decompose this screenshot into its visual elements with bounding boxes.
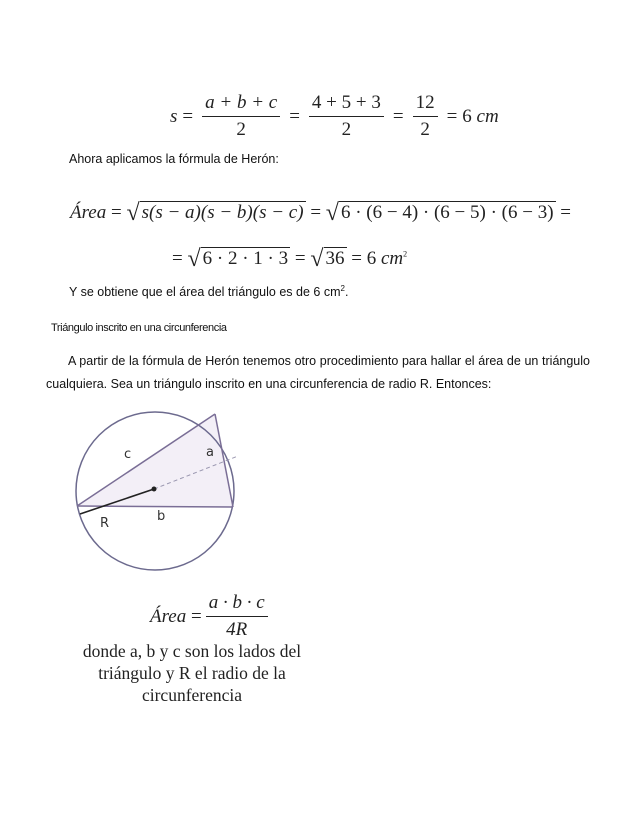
fraction-numerator: a · b · c	[206, 592, 268, 617]
heron-unit-exponent: 2	[403, 249, 408, 259]
area-result-end: .	[344, 285, 349, 300]
fraction-denominator: 2	[420, 119, 430, 140]
equals-sign: =	[310, 202, 322, 223]
heron-unit: cm	[380, 248, 404, 269]
equals-sign: =	[294, 248, 306, 269]
fraction-denominator: 2	[341, 119, 352, 140]
center-point	[152, 487, 157, 492]
label-b: b	[157, 509, 166, 524]
label-R: R	[100, 516, 110, 531]
fraction-sum-values	[309, 92, 384, 141]
section-heading: Triángulo inscrito en una circunferencia	[51, 322, 227, 334]
equals-sign: =	[392, 105, 404, 127]
sqrt-substituted: √ 6 · (6 − 4) · (6 − 5) · (6 − 3)	[325, 200, 554, 226]
fraction-numerator: 4 + 5 + 3	[309, 92, 384, 117]
section-paragraph: A partir de la fórmula de Herón tenemos otro procedimiento para hallar el área de un triángulo cualquiera. Sea un triángulo inscrito en una circunferencia de radio R. Entonces:	[46, 354, 590, 391]
equals-sign: =	[289, 105, 300, 127]
heron-result: 6	[366, 248, 377, 269]
radicand-36: 36	[325, 248, 345, 269]
formula-s: s	[170, 105, 178, 127]
equals-sign: =	[182, 105, 194, 127]
sqrt-product: √ 6 · 2 · 1 · 3	[187, 246, 289, 272]
radicand-product: 6 · 2 · 1 · 3	[202, 248, 289, 269]
fraction-abc-4R	[206, 592, 268, 641]
equals-sign: =	[446, 105, 458, 127]
area-label: Área	[70, 202, 107, 223]
sqrt-36: √ 36	[310, 246, 345, 272]
equals-sign: =	[190, 605, 202, 627]
area-result-text	[69, 284, 348, 299]
heron-formula-line-1	[70, 200, 571, 227]
heron-formula-line-2	[172, 246, 407, 273]
circumradius-area-formula	[150, 592, 272, 641]
triangle-fill	[77, 414, 233, 507]
fraction-denominator: 2	[236, 119, 246, 140]
formula-result: 6	[462, 105, 472, 127]
label-c: c	[124, 447, 132, 462]
radicand-general: s(s − a)(s − b)(s − c)	[141, 202, 304, 223]
sqrt-general: √ s(s − a)(s − b)(s − c)	[126, 200, 304, 226]
equals-sign: =	[560, 202, 572, 223]
formula-caption: donde a, b y c son los lados del triángulo y R el radio de la circunferencia	[82, 641, 302, 705]
equals-sign: =	[172, 248, 183, 269]
inscribed-triangle-diagram	[74, 410, 244, 580]
area-result-sup: 2	[340, 284, 345, 293]
area-label: Área	[150, 605, 187, 627]
label-a: a	[206, 445, 214, 460]
area-result-main: Y se obtiene que el área del triángulo es de 6 cm	[69, 285, 341, 300]
formula-unit: cm	[476, 105, 499, 127]
equals-sign: =	[110, 202, 122, 223]
fraction-sum-sides	[202, 92, 280, 141]
radicand-substituted: 6 · (6 − 4) · (6 − 5) · (6 − 3)	[340, 202, 554, 223]
fraction-numerator: a + b + c	[202, 92, 280, 117]
equals-sign: =	[351, 248, 362, 269]
fraction-numerator: 12	[413, 92, 438, 117]
fraction-denominator: 4R	[226, 619, 248, 640]
heron-intro-text: Ahora aplicamos la fórmula de Herón:	[69, 152, 279, 166]
fraction-twelve-halves	[413, 92, 438, 141]
semiperimeter-formula	[170, 92, 499, 141]
